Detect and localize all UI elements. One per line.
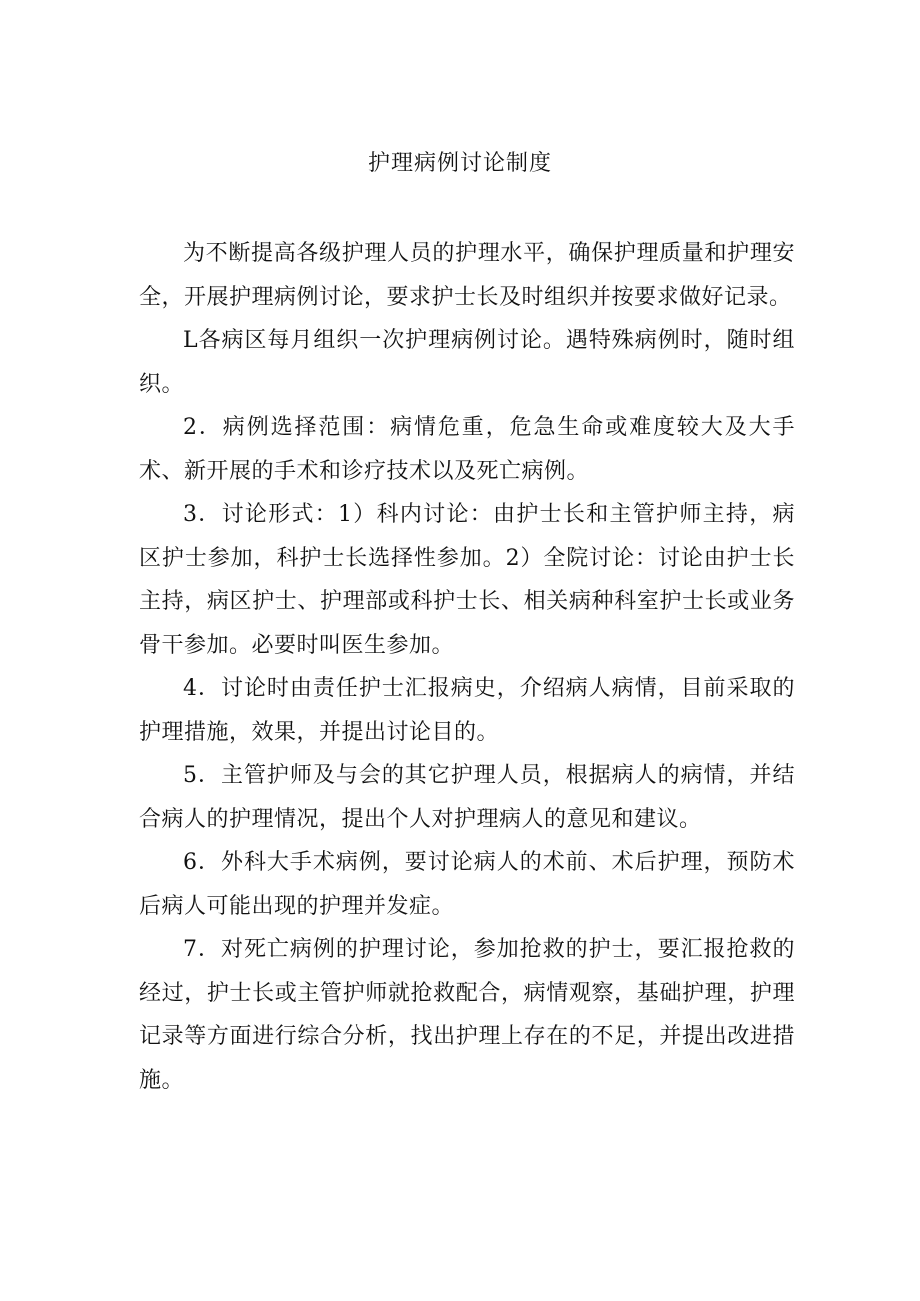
rule-paragraph-5: 5．主管护师及与会的其它护理人员，根据病人的病情，并结合病人的护理情况，提出个人对护理病人的意见和建议。 bbox=[139, 763, 795, 832]
rule-paragraph-7: 7．对死亡病例的护理讨论，参加抢救的护士，要汇报抢救的经过，护士长或主管护师就抢救配合，病情观察，基础护理，护理记录等方面进行综合分析，找出护理上存在的不足，并提出改进措施。 bbox=[139, 937, 795, 1093]
document-body bbox=[139, 232, 795, 1102]
rule-paragraph-1: L各病区每月组织一次护理病例讨论。遇特殊病例时，随时组织。 bbox=[139, 328, 795, 397]
rule-paragraph-4: 4．讨论时由责任护士汇报病史，介绍病人病情，目前采取的护理措施，效果，并提出讨论目的。 bbox=[139, 676, 795, 745]
intro-paragraph: 为不断提高各级护理人员的护理水平，确保护理质量和护理安全，开展护理病例讨论，要求护士长及时组织并按要求做好记录。 bbox=[139, 241, 795, 310]
document-title: 护理病例讨论制度 bbox=[367, 151, 552, 176]
rule-paragraph-2: 2．病例选择范围：病情危重，危急生命或难度较大及大手术、新开展的手术和诊疗技术以及死亡病例。 bbox=[139, 415, 795, 484]
rule-paragraph-3: 3．讨论形式：1）科内讨论：由护士长和主管护师主持，病区护士参加，科护士长选择性参加。2）全院讨论：讨论由护士长主持，病区护士、护理部或科护士长、相关病种科室护士长或业务骨干参加。必要时叫医生参加。 bbox=[139, 502, 795, 658]
rule-paragraph-6: 6．外科大手术病例，要讨论病人的术前、术后护理，预防术后病人可能出现的护理并发症。 bbox=[139, 850, 795, 919]
